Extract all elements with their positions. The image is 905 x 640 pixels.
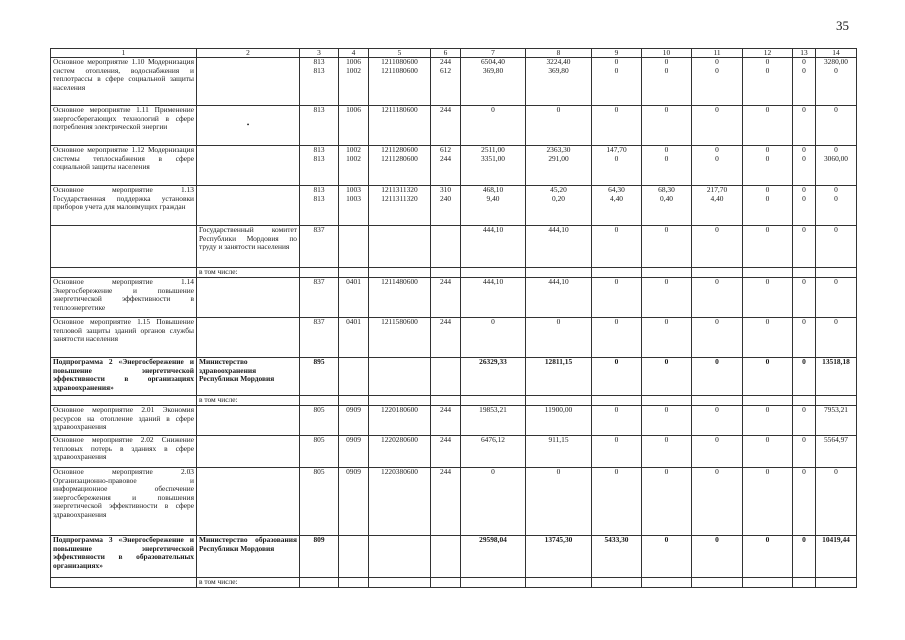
value-cell-c5: 1211280600 1211280600 [369,146,431,186]
subprogram-row [51,536,857,578]
value-cell-c9: 0 0 [592,58,642,106]
value-cell-c6: 612 244 [431,146,461,186]
empty-cell [300,268,339,278]
value-cell-c8: 444,10 [526,278,592,318]
measure-row [51,406,857,436]
empty-cell [300,578,339,588]
empty-cell [816,578,857,588]
executor-cell [197,468,300,536]
value-cell-c8: 11900,00 [526,406,592,436]
measure-row [51,186,857,226]
value-cell-c7: 444,10 [461,278,526,318]
including-label: в том числе: [197,396,300,406]
value-cell-c8: 3224,40 369,80 [526,58,592,106]
value-cell-c9: 0 [592,226,642,268]
empty-cell [743,268,793,278]
measure-description: Основное мероприятие 2.03 Организационно-правовое и информационное обеспечение энергосбережения и повышения энергетической эффективности в сфере здравоохранения [51,468,197,536]
value-cell-c8: 13745,30 [526,536,592,578]
executor-cell: • [197,106,300,146]
value-cell-c10: 0 [642,278,692,318]
measure-row [51,436,857,468]
value-cell-c9: 0 [592,278,642,318]
empty-cell [369,396,431,406]
value-cell-c5: 1211180600 [369,106,431,146]
value-cell-c9: 147,70 0 [592,146,642,186]
column-number-cell: 7 [461,49,526,58]
value-cell-c11: 0 [692,106,743,146]
measure-description: Основное мероприятие 2.01 Экономия ресурсов на отопление зданий в сфере здравоохранения [51,406,197,436]
value-cell-c6: 244 [431,436,461,468]
value-cell-c4: 1006 [339,106,369,146]
value-cell-c12: 0 [743,468,793,536]
empty-cell [51,578,197,588]
measure-description: Подпрограмма 2 «Энергосбережение и повышение энергетической эффективности в организациях здравоохранения» [51,358,197,396]
measure-description: Подпрограмма 3 «Энергосбережение и повышение энергетической эффективности в образовательных организациях» [51,536,197,578]
page-number: 35 [836,18,849,33]
value-cell-c4: 1003 1003 [339,186,369,226]
value-cell-c11: 0 [692,358,743,396]
value-cell-c11: 217,70 4,40 [692,186,743,226]
value-cell-c11: 0 [692,436,743,468]
measure-row [51,146,857,186]
value-cell-c12: 0 0 [743,58,793,106]
value-cell-c3: 813 813 [300,146,339,186]
measure-description: Основное мероприятие 1.15 Повышение тепловой защиты зданий органов службы занятости населения [51,318,197,358]
value-cell-c10: 0 [642,226,692,268]
budget-table [50,48,857,588]
value-cell-c7: 19853,21 [461,406,526,436]
value-cell-c5 [369,358,431,396]
value-cell-c3: 805 [300,406,339,436]
including-label: в том числе: [197,578,300,588]
value-cell-c3: 837 [300,278,339,318]
value-cell-c11: 0 0 [692,58,743,106]
empty-cell [692,578,743,588]
empty-cell [369,578,431,588]
measure-row [51,58,857,106]
executor-cell [197,436,300,468]
value-cell-c13: 0 0 [793,58,816,106]
value-cell-c4 [339,226,369,268]
value-cell-c14: 0 [816,226,857,268]
empty-cell [431,268,461,278]
value-cell-c12: 0 [743,436,793,468]
value-cell-c8: 0 [526,318,592,358]
value-cell-c7: 2511,00 3351,00 [461,146,526,186]
empty-cell [793,268,816,278]
value-cell-c4: 0401 [339,318,369,358]
executor-cell [197,58,300,106]
value-cell-c14: 7953,21 [816,406,857,436]
value-cell-c10: 0 [642,358,692,396]
value-cell-c8: 0 [526,106,592,146]
value-cell-c14: 10419,44 [816,536,857,578]
value-cell-c9: 5433,30 [592,536,642,578]
empty-cell [592,396,642,406]
value-cell-c3: 895 [300,358,339,396]
value-cell-c3: 837 [300,318,339,358]
value-cell-c4 [339,358,369,396]
column-number-cell: 1 [51,49,197,58]
value-cell-c12: 0 [743,358,793,396]
value-cell-c4: 0909 [339,406,369,436]
column-number-cell: 8 [526,49,592,58]
value-cell-c9: 0 [592,468,642,536]
value-cell-c6: 244 [431,278,461,318]
empty-cell [461,578,526,588]
empty-cell [339,268,369,278]
empty-cell [51,396,197,406]
value-cell-c5: 1211580600 [369,318,431,358]
empty-cell [300,396,339,406]
value-cell-c6: 244 [431,318,461,358]
empty-cell [692,268,743,278]
value-cell-c14: 5564,97 [816,436,857,468]
value-cell-c13: 0 0 [793,146,816,186]
measure-description: Основное мероприятие 1.12 Модернизация системы теплоснабжения в сфере социальной защиты населения [51,146,197,186]
value-cell-c13: 0 0 [793,186,816,226]
empty-cell [816,396,857,406]
value-cell-c12: 0 [743,226,793,268]
subprogram-row [51,358,857,396]
value-cell-c5: 1220180600 [369,406,431,436]
empty-cell [793,396,816,406]
value-cell-c7: 468,10 9,40 [461,186,526,226]
measure-row [51,278,857,318]
column-number-cell: 12 [743,49,793,58]
value-cell-c13: 0 [793,358,816,396]
value-cell-c10: 0 [642,406,692,436]
value-cell-c14: 0 3060,00 [816,146,857,186]
empty-cell [526,396,592,406]
value-cell-c5: 1211080600 1211080600 [369,58,431,106]
value-cell-c13: 0 [793,436,816,468]
empty-cell [743,396,793,406]
empty-cell [526,578,592,588]
value-cell-c12: 0 [743,278,793,318]
empty-cell [51,268,197,278]
value-cell-c8: 45,20 0,20 [526,186,592,226]
value-cell-c13: 0 [793,278,816,318]
empty-cell [692,396,743,406]
empty-cell [339,578,369,588]
value-cell-c13: 0 [793,468,816,536]
executor-cell [197,186,300,226]
value-cell-c3: 813 813 [300,58,339,106]
value-cell-c7: 0 [461,106,526,146]
value-cell-c6 [431,226,461,268]
value-cell-c3: 813 [300,106,339,146]
empty-cell [431,578,461,588]
measure-description: Основное мероприятие 2.02 Снижение тепловых потерь в зданиях в сфере здравоохранения [51,436,197,468]
value-cell-c5: 1220280600 [369,436,431,468]
value-cell-c12: 0 0 [743,146,793,186]
empty-cell [369,268,431,278]
value-cell-c10: 0 [642,106,692,146]
executor-cell: Министерство образования Республики Мордовия [197,536,300,578]
value-cell-c6: 244 [431,468,461,536]
column-number-cell: 11 [692,49,743,58]
value-cell-c12: 0 [743,318,793,358]
value-cell-c4: 0401 [339,278,369,318]
column-number-cell: 9 [592,49,642,58]
empty-cell [592,578,642,588]
value-cell-c12: 0 0 [743,186,793,226]
value-cell-c14: 0 [816,106,857,146]
value-cell-c14: 0 [816,318,857,358]
empty-cell [461,396,526,406]
executor-cell [197,278,300,318]
value-cell-c8: 12811,15 [526,358,592,396]
value-cell-c9: 0 [592,406,642,436]
value-cell-c7: 6476,12 [461,436,526,468]
value-cell-c6: 310 240 [431,186,461,226]
measure-row [51,226,857,268]
value-cell-c7: 0 [461,468,526,536]
including-row [51,268,857,278]
value-cell-c13: 0 [793,536,816,578]
empty-cell [642,268,692,278]
measure-description: Основное мероприятие 1.10 Модернизация систем отопления, водоснабжения и теплотрассы в сфере социальной защиты населения [51,58,197,106]
value-cell-c7: 444,10 [461,226,526,268]
value-cell-c4: 1006 1002 [339,58,369,106]
value-cell-c11: 0 [692,406,743,436]
executor-cell: Государственный комитет Республики Мордовия по труду и занятости населения [197,226,300,268]
column-number-cell: 13 [793,49,816,58]
column-number-cell: 14 [816,49,857,58]
value-cell-c3: 805 [300,468,339,536]
value-cell-c9: 0 [592,436,642,468]
value-cell-c13: 0 [793,226,816,268]
value-cell-c8: 2363,30 291,00 [526,146,592,186]
value-cell-c11: 0 [692,536,743,578]
value-cell-c9: 64,30 4,40 [592,186,642,226]
value-cell-c14: 0 [816,278,857,318]
value-cell-c11: 0 [692,318,743,358]
empty-cell [816,268,857,278]
value-cell-c4: 1002 1002 [339,146,369,186]
value-cell-c6 [431,358,461,396]
value-cell-c3: 813 813 [300,186,339,226]
value-cell-c8: 0 [526,468,592,536]
value-cell-c11: 0 [692,226,743,268]
value-cell-c6: 244 [431,406,461,436]
empty-cell [526,268,592,278]
value-cell-c13: 0 [793,106,816,146]
value-cell-c4: 0909 [339,468,369,536]
measure-row [51,318,857,358]
value-cell-c5 [369,536,431,578]
column-number-cell: 2 [197,49,300,58]
column-number-cell: 4 [339,49,369,58]
executor-cell [197,318,300,358]
value-cell-c7: 0 [461,318,526,358]
column-number-cell: 3 [300,49,339,58]
empty-cell [431,396,461,406]
value-cell-c9: 0 [592,106,642,146]
value-cell-c5 [369,226,431,268]
value-cell-c3: 805 [300,436,339,468]
column-number-row [51,49,857,58]
value-cell-c14: 0 0 [816,186,857,226]
value-cell-c11: 0 [692,468,743,536]
column-number-cell: 10 [642,49,692,58]
measure-row [51,468,857,536]
measure-description: Основное мероприятие 1.11 Применение энергосберегающих технологий в сфере потребления электрической энергии [51,106,197,146]
column-number-cell: 6 [431,49,461,58]
value-cell-c7: 6504,40 369,80 [461,58,526,106]
executor-cell [197,406,300,436]
value-cell-c11: 0 0 [692,146,743,186]
value-cell-c10: 0 [642,468,692,536]
value-cell-c10: 0 0 [642,58,692,106]
measure-description [51,226,197,268]
value-cell-c6: 244 612 [431,58,461,106]
executor-cell [197,146,300,186]
value-cell-c13: 0 [793,318,816,358]
value-cell-c12: 0 [743,536,793,578]
measure-description: Основное мероприятие 1.14 Энергосбережение и повышение энергетической эффективности в теплоэнергетике [51,278,197,318]
value-cell-c7: 29598,04 [461,536,526,578]
executor-cell: Министерство здравоохранения Республики Мордовия [197,358,300,396]
empty-cell [592,268,642,278]
value-cell-c10: 0 [642,436,692,468]
value-cell-c6 [431,536,461,578]
value-cell-c8: 444,10 [526,226,592,268]
empty-cell [793,578,816,588]
including-row [51,578,857,588]
value-cell-c10: 0 [642,318,692,358]
including-row [51,396,857,406]
empty-cell [642,396,692,406]
value-cell-c14: 0 [816,468,857,536]
value-cell-c10: 68,30 0,40 [642,186,692,226]
value-cell-c8: 911,15 [526,436,592,468]
value-cell-c5: 1211480600 [369,278,431,318]
value-cell-c9: 0 [592,318,642,358]
empty-cell [743,578,793,588]
value-cell-c12: 0 [743,406,793,436]
value-cell-c11: 0 [692,278,743,318]
empty-cell [642,578,692,588]
value-cell-c3: 809 [300,536,339,578]
value-cell-c14: 3280,00 0 [816,58,857,106]
empty-cell [339,396,369,406]
measure-description: Основное мероприятие 1.13 Государственная поддержка установки приборов учета для малоимущих граждан [51,186,197,226]
value-cell-c4 [339,536,369,578]
column-number-cell: 5 [369,49,431,58]
measure-row [51,106,857,146]
value-cell-c5: 1220380600 [369,468,431,536]
value-cell-c13: 0 [793,406,816,436]
value-cell-c10: 0 [642,536,692,578]
value-cell-c9: 0 [592,358,642,396]
value-cell-c12: 0 [743,106,793,146]
value-cell-c14: 13518,18 [816,358,857,396]
value-cell-c7: 26329,33 [461,358,526,396]
value-cell-c4: 0909 [339,436,369,468]
value-cell-c10: 0 0 [642,146,692,186]
empty-cell [461,268,526,278]
value-cell-c3: 837 [300,226,339,268]
value-cell-c5: 1211311320 1211311320 [369,186,431,226]
including-label: в том числе: [197,268,300,278]
value-cell-c6: 244 [431,106,461,146]
